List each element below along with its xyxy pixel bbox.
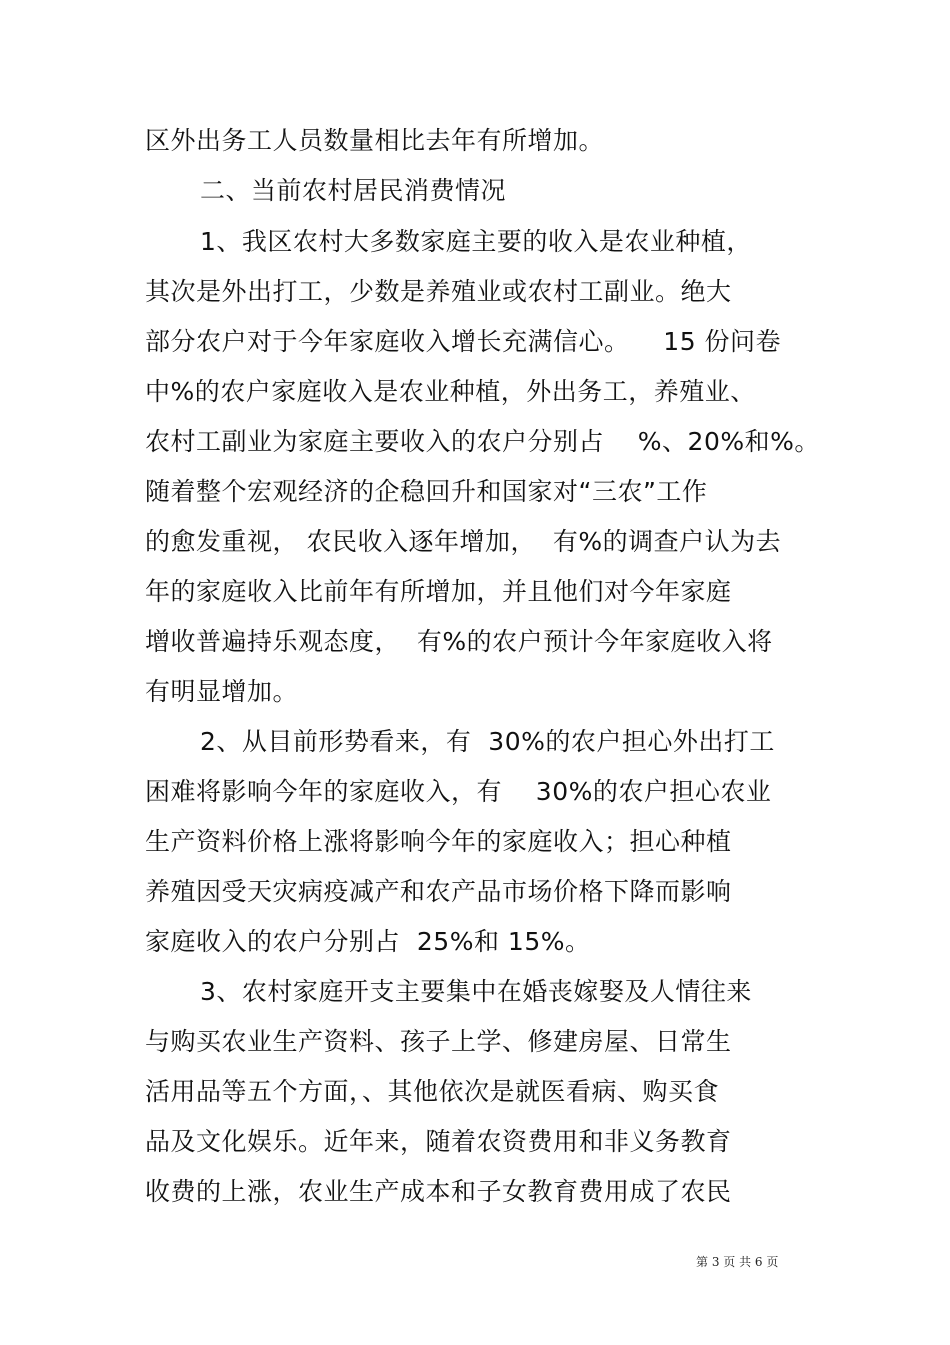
text-line-5: 部分农户对于今年家庭收入增长充满信心。 15 份问卷 [145,327,782,356]
text-line-16: 养殖因受天灾病疫减产和农产品市场价格下降而影响 [145,877,732,906]
text-line-1: 区外出务工人员数量相比去年有所增加。 [145,126,605,155]
text-line-17: 家庭收入的农户分别占 25%和 15%。 [145,927,591,956]
text-line-6: 中%的农户家庭收入是农业种植，外出务工，养殖业、 [145,377,756,406]
text-line-8: 随着整个宏观经济的企稳回升和国家对“三农”工作 [145,477,708,506]
text-line-19: 与购买农业生产资料、孩子上学、修建房屋、日常生 [145,1027,732,1056]
section-heading: 二、当前农村居民消费情况 [200,176,507,205]
text-line-18: 3、农村家庭开支主要集中在婚丧嫁娶及人情往来 [200,977,752,1006]
text-line-9: 的愈发重视， 农民收入逐年增加， 有%的调查户认为去 [145,527,782,556]
text-line-10: 年的家庭收入比前年有所增加，并且他们对今年家庭 [145,577,732,606]
text-line-11: 增收普遍持乐观态度， 有%的农户预计今年家庭收入将 [145,627,773,656]
text-line-13: 2、从目前形势看来，有 30%的农户担心外出打工 [200,727,775,756]
text-line-21: 品及文化娱乐。近年来，随着农资费用和非义务教育 [145,1127,732,1156]
text-line-20: 活用品等五个方面，、其他依次是就医看病、购买食 [145,1077,720,1106]
text-line-3: 1、我区农村大多数家庭主要的收入是农业种植， [200,227,752,256]
text-line-7: 农村工副业为家庭主要收入的农户分别占 %、20%和%。 [145,427,820,456]
text-line-12: 有明显增加。 [145,677,299,706]
page-number-footer: 第 3 页 共 6 页 [696,1255,779,1269]
text-line-4: 其次是外出打工，少数是养殖业或农村工副业。绝大 [145,277,732,306]
text-line-14: 困难将影响今年的家庭收入，有 30%的农户担心农业 [145,777,772,806]
text-line-15: 生产资料价格上涨将影响今年的家庭收入；担心种植 [145,827,732,856]
text-line-22: 收费的上涨，农业生产成本和子女教育费用成了农民 [145,1177,732,1206]
